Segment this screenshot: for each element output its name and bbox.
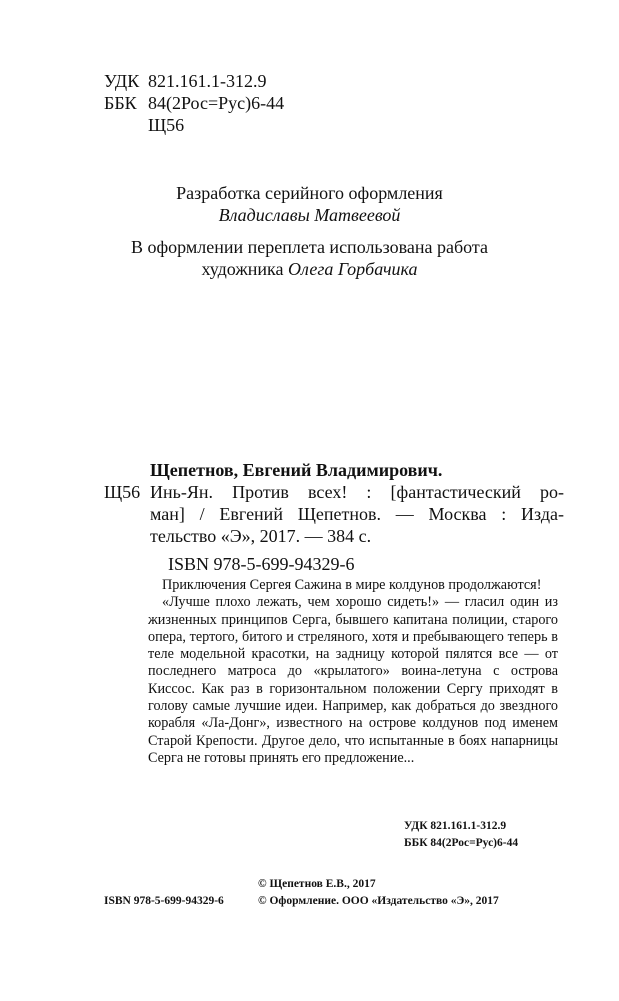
annotation — [148, 577, 558, 767]
cover-artist-prefix: художника — [201, 259, 289, 279]
series-designer-name: Владиславы Матвеевой — [218, 205, 401, 225]
catalog-record — [104, 459, 564, 575]
cover-art-credit — [0, 236, 619, 280]
catalog-author: Щепетнов, Евгений Владимирович. — [150, 460, 443, 480]
bottom-udk: УДК 821.161.1-312.9 — [404, 820, 507, 832]
udc-block — [104, 70, 284, 136]
udk-line — [104, 70, 284, 92]
bbk-line — [104, 92, 284, 114]
udk-value: 821.161.1-312.9 — [148, 71, 267, 91]
catalog-title-text: Инь-Ян. Против всех! : [фантастический ро- — [150, 482, 564, 502]
footer-isbn: ISBN 978-5-699-94329-6 — [104, 895, 224, 907]
cover-artist-line — [0, 258, 619, 280]
annotation-paragraph-1: Приключения Сергея Сажина в мире колдунов продолжаются! — [162, 577, 542, 593]
bbk-label: ББК — [104, 93, 137, 113]
cover-artist-name: Олега Горбачика — [288, 259, 418, 279]
catalog-line-2: ман] / Евгений Щепетнов. — Москва : Изда- — [150, 504, 564, 524]
catalog-line-1 — [104, 481, 564, 503]
author-mark-line — [104, 114, 284, 136]
catalog-isbn: ISBN 978-5-699-94329-6 — [168, 554, 355, 574]
catalog-line-3: тельство «Э», 2017. — 384 с. — [150, 526, 372, 546]
copyright-author: © Щепетнов Е.В., 2017 — [258, 878, 376, 890]
series-design-line: Разработка серийного оформления — [176, 183, 443, 203]
author-mark: Щ56 — [148, 115, 185, 135]
annotation-paragraph-2: «Лучше плохо лежать, чем хорошо сидеть!» — гласил один из жизненных принципов Серга, бывшего капитана полиции, старого опера, тертого, битого и стреляного, хотя и пребывающего теперь в теле модельной красотки, на задницу которой пялятся все — от последнего матроса до «крылатого» воина-летуна с острова Киссос. Как раз в горизонтальном положении Сергу приходят в голову самые лучшие идеи. Например, как добраться до звездного корабля «Ла-Донг», известного на острове колдунов под именем Старой Крепости. Другое дело, что испытанные в боях напарницы Серга не готовы принять его предложение... — [148, 594, 558, 766]
bottom-bbk: ББК 84(2Рос=Рус)6-44 — [404, 837, 519, 849]
udk-label: УДК — [104, 71, 140, 91]
catalog-code: Щ56 — [104, 482, 141, 502]
copyright-design: © Оформление. ООО «Издательство «Э», 2017 — [258, 895, 499, 907]
bbk-value: 84(2Рос=Рус)6-44 — [148, 93, 285, 113]
cover-art-line: В оформлении переплета использована работа — [130, 237, 489, 257]
series-design-credit — [0, 182, 619, 226]
